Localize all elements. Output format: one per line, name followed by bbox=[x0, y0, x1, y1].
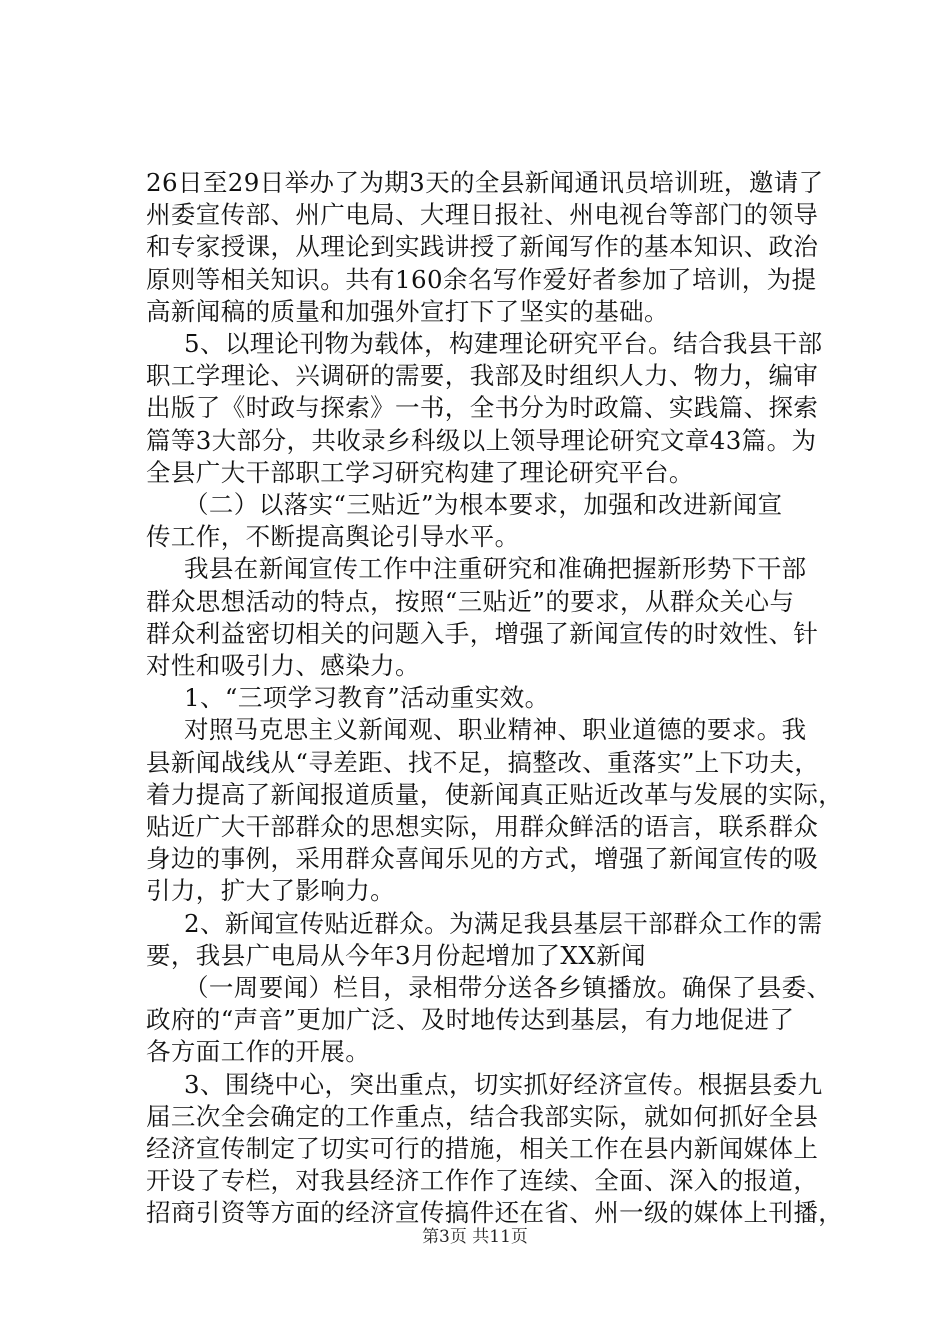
body-text-line: 和专家授课，从理论到实践讲授了新闻写作的基本知识、政治 bbox=[146, 232, 819, 262]
body-text-line: 政府的“声音”更加广泛、及时地传达到基层，有力地促进了 bbox=[146, 1005, 795, 1035]
body-text-line: 26日至29日举办了为期3天的全县新闻通讯员培训班，邀请了 bbox=[146, 168, 824, 197]
body-text-line: 高新闻稿的质量和加强外宣打下了坚实的基础。 bbox=[146, 296, 669, 326]
body-text-line: 身边的事例，采用群众喜闻乐见的方式，增强了新闻宣传的吸 bbox=[146, 844, 819, 874]
body-text-line: 群众利益密切相关的问题入手，增强了新闻宣传的时效性、针 bbox=[146, 618, 819, 648]
body-text-line: 州委宣传部、州广电局、大理日报社、州电视台等部门的领导 bbox=[146, 200, 819, 230]
body-text-line: 对性和吸引力、感染力。 bbox=[146, 651, 420, 680]
body-text-line: 开设了专栏，对我县经济工作作了连续、全面、深入的报道， bbox=[146, 1166, 819, 1196]
body-text-line: 3、围绕中心，突出重点，切实抓好经济宣传。根据县委九 bbox=[184, 1069, 823, 1099]
body-text-line: 县新闻战线从“寻差距、找不足，搞整改、重落实”上下功夫， bbox=[146, 747, 820, 777]
body-text-line: 全县广大干部职工学习研究构建了理论研究平台。 bbox=[146, 457, 694, 487]
body-text-line: 着力提高了新闻报道质量，使新闻真正贴近改革与发展的实际， bbox=[146, 779, 844, 809]
body-text-line: 我县在新闻宣传工作中注重研究和准确把握新形势下干部 bbox=[184, 554, 807, 584]
body-text-line: 经济宣传制定了切实可行的措施，相关工作在县内新闻媒体上 bbox=[146, 1134, 819, 1163]
body-text-line: 职工学理论、兴调研的需要，我部及时组织人力、物力，编审 bbox=[146, 361, 819, 391]
body-text-line: 2、新闻宣传贴近群众。为满足我县基层干部群众工作的需 bbox=[184, 908, 823, 938]
body-text-line: 各方面工作的开展。 bbox=[146, 1037, 371, 1067]
body-text-line: 原则等相关知识。共有160余名写作爱好者参加了培训，为提 bbox=[146, 264, 817, 294]
body-text-line: 对照马克思主义新闻观、职业精神、职业道德的要求。我 bbox=[184, 715, 807, 745]
body-text-line: 篇等3大部分，共收录乡科级以上领导理论研究文章43篇。为 bbox=[146, 425, 817, 455]
page-footer: 第3页 共11页 bbox=[422, 1227, 528, 1247]
body-text-line: 1、“三项学习教育”活动重实效。 bbox=[184, 683, 550, 713]
body-text-line: 5、以理论刊物为载体，构建理论研究平台。结合我县干部 bbox=[184, 329, 823, 358]
body-text-line: （一周要闻）栏目，录相带分送各乡镇播放。确保了县委、 bbox=[184, 973, 832, 1002]
body-text-line: 届三次全会确定的工作重点，结合我部实际，就如何抓好全县 bbox=[146, 1101, 819, 1131]
body-text-line: 出版了《时政与探索》一书，全书分为时政篇、实践篇、探索 bbox=[146, 393, 819, 423]
body-text-line: 贴近广大干部群众的思想实际，用群众鲜活的语言，联系群众 bbox=[146, 812, 819, 841]
body-text-line: 群众思想活动的特点，按照“三贴近”的要求，从群众关心与 bbox=[146, 586, 795, 616]
body-text-line: 传工作，不断提高舆论引导水平。 bbox=[146, 522, 520, 552]
body-text-line: （二）以落实“三贴近”为根本要求，加强和改进新闻宣 bbox=[184, 490, 783, 519]
body-text-line: 要，我县广电局从今年3月份起增加了XX新闻 bbox=[146, 940, 646, 970]
body-text-line: 引力，扩大了影响力。 bbox=[146, 876, 395, 906]
body-text-line: 招商引资等方面的经济宣传搞件还在省、州一级的媒体上刊播， bbox=[146, 1198, 844, 1228]
